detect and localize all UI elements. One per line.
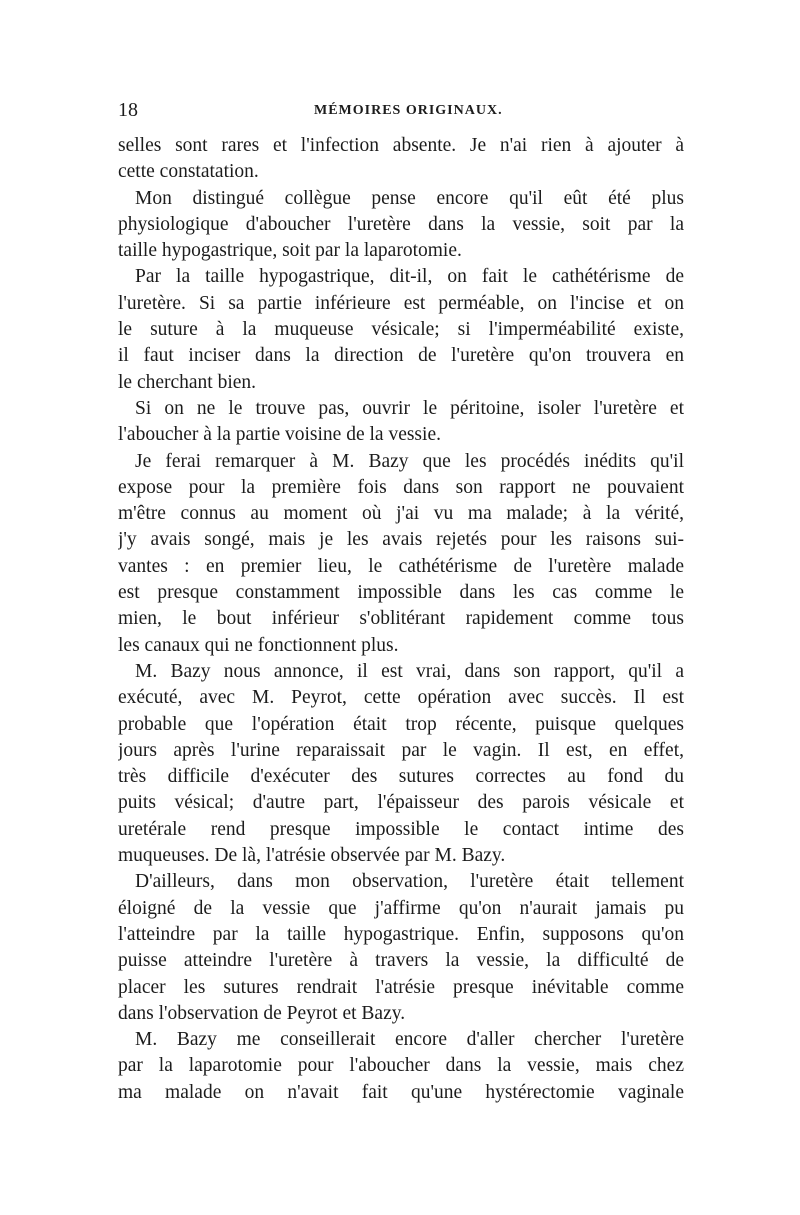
text-line: m'être connus au moment où j'ai vu ma malade; à la vérité, [118, 503, 684, 525]
text-line: dans l'observation de Peyrot et Bazy. [118, 1002, 406, 1024]
text-line: physiologique d'aboucher l'uretère dans la vessie, soit par la [118, 213, 684, 235]
text-line: Mon distingué collègue pense encore qu'il eût été plus [135, 187, 684, 209]
text-line: uretérale rend presque impossible le contact intime des [118, 818, 684, 840]
running-title: MÉMOIRES ORIGINAUX. [314, 103, 503, 118]
text-line: selles sont rares et l'infection absente. Je n'ai rien à ajouter à [118, 135, 684, 156]
text-line: M. Bazy nous annonce, il est vrai, dans son rapport, qu'il a [135, 660, 684, 682]
text-line: jours après l'urine reparaissait par le vagin. Il est, en effet, [118, 739, 684, 761]
text-line: ma malade on n'avait fait qu'une hystérectomie vaginale [118, 1081, 684, 1103]
text-line: Je ferai remarquer à M. Bazy que les procédés inédits qu'il [135, 450, 684, 472]
text-line: mien, le bout inférieur s'oblitérant rapidement comme tous [118, 608, 684, 630]
text-line: l'aboucher à la partie voisine de la vessie. [118, 424, 441, 446]
text-line: Si on ne le trouve pas, ouvrir le péritoine, isoler l'uretère et [135, 397, 684, 419]
text-line: le cherchant bien. [118, 371, 257, 393]
text-line: vantes : en premier lieu, le cathétérisme de l'uretère malade [118, 555, 684, 577]
text-line: M. Bazy me conseillerait encore d'aller chercher l'uretère [135, 1029, 684, 1051]
text-line: puisse atteindre l'uretère à travers la vessie, la difficulté de [118, 950, 684, 972]
text-line: placer les sutures rendrait l'atrésie presque inévitable comme [118, 976, 684, 998]
text-line: probable que l'opération était trop récente, puisque quelques [118, 713, 684, 735]
text-line: par la laparotomie pour l'aboucher dans la vessie, mais chez [118, 1055, 684, 1077]
text-line: il faut inciser dans la direction de l'uretère qu'on trouvera en [118, 345, 684, 367]
text-line: exécuté, avec M. Peyrot, cette opération avec succès. Il est [118, 687, 684, 709]
text-line: est presque constamment impossible dans les cas comme le [118, 582, 684, 604]
text-line: l'uretère. Si sa partie inférieure est perméable, on l'incise et on [118, 292, 684, 314]
text-line: j'y avais songé, mais je les avais rejetés pour les raisons sui- [118, 529, 684, 551]
text-line: Par la taille hypogastrique, dit-il, on fait le cathétérisme de [135, 266, 684, 288]
text-line: puits vésical; d'autre part, l'épaisseur des parois vésicale et [118, 792, 684, 814]
text-line: expose pour la première fois dans son rapport ne pouvaient [118, 476, 684, 498]
text-line: éloigné de la vessie que j'affirme qu'on n'aurait jamais pu [118, 897, 684, 919]
body-text [118, 133, 684, 1106]
text-line: D'ailleurs, dans mon observation, l'uretère était tellement [135, 871, 684, 893]
text-line: l'atteindre par la taille hypogastrique. Enfin, supposons qu'on [118, 923, 684, 945]
text-line: les canaux qui ne fonctionnent plus. [118, 634, 399, 656]
text-line: très difficile d'exécuter des sutures correctes au fond du [118, 766, 684, 788]
text-line: taille hypogastrique, soit par la laparotomie. [118, 240, 462, 262]
text-line: muqueuses. De là, l'atrésie observée par M. Bazy. [118, 845, 506, 867]
text-line: le suture à la muqueuse vésicale; si l'imperméabilité existe, [118, 319, 684, 341]
page-number: 18 [118, 99, 138, 121]
text-line: cette constatation. [118, 161, 259, 183]
running-head [118, 96, 684, 124]
